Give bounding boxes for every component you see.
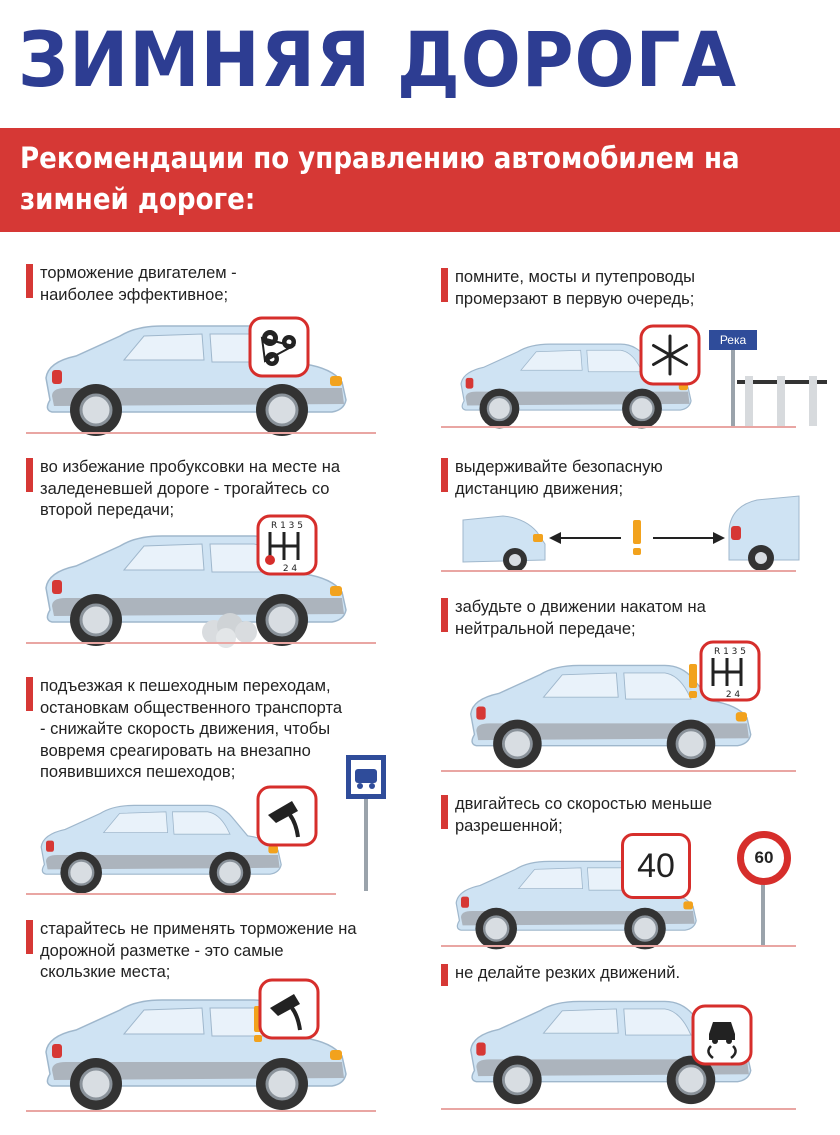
road-line [441,570,796,572]
engine-brake-icon [248,316,310,383]
banner-text: Рекомендации по управлению автомобилем на зимней дороге: [20,141,740,216]
sign-post [761,885,765,945]
svg-text:R 1 3 5: R 1 3 5 [270,521,304,531]
tip-text: помните, мосты и путепроводы промерзают в первую очередь; [455,268,695,308]
road-line [26,1110,376,1112]
gear-shift-icon [699,640,761,707]
tip-text: не делайте резких движений. [455,964,681,982]
speedometer-display: 40 [621,833,691,899]
car-rear-illustration [727,486,799,572]
tip-text: во избежание пробуксовки на месте на заледеневшей дороге - трогайтесь со второй передачи; [40,458,340,519]
svg-text:R 1 3 5: R 1 3 5 [713,647,747,657]
tip-text: двигайтесь со скоростью меньше разрешенной; [455,795,713,835]
bridge-railing [737,376,827,426]
tip-text: выдерживайте безопасную дистанцию движения; [455,458,663,498]
snowflake-icon [639,324,701,391]
brake-pedal-icon [258,978,320,1045]
road-line [441,945,796,947]
road-line [441,1108,796,1110]
speed-limit-sign: 60 [737,831,791,885]
road-line [26,893,336,895]
tip-text: подъезжая к пешеходным переходам, остановкам общественного транспорта - снижайте скорость движения, чтобы вовремя среагировать на внезапно появившихся пешеходов; [40,677,343,781]
sign-post [731,350,735,426]
red-marker [26,920,33,954]
skid-icon [691,1004,753,1071]
svg-text:2 4: 2 4 [725,690,741,700]
red-marker [26,264,33,298]
car-illustration [26,799,286,899]
road-line [441,770,796,772]
river-sign: Река [709,330,757,350]
red-marker [441,268,448,302]
tip-text: торможение двигателем - наиболее эффективное; [40,264,237,304]
distance-arrows-icon [549,520,725,565]
tip-text: старайтесь не применять торможение на дорожной разметке - это самые скользкие места; [40,920,357,981]
road-line [441,426,796,428]
svg-text:2 4: 2 4 [282,564,298,574]
bus-stop-sign [346,755,386,896]
red-marker [26,677,33,711]
tip-text: забудьте о движении накатом на нейтральной передаче; [455,598,706,638]
brake-pedal-icon [256,785,318,852]
red-marker [441,795,448,829]
road-line [26,642,376,644]
car-front-illustration [463,506,547,572]
road-line [26,432,376,434]
red-marker [26,458,33,492]
page-title: ЗИМНЯЯ ДОРОГА [18,15,738,104]
warning-mark [689,664,697,700]
gear-shift-icon [256,514,318,581]
red-marker [441,964,448,986]
red-marker [441,458,448,492]
red-marker [441,598,448,632]
